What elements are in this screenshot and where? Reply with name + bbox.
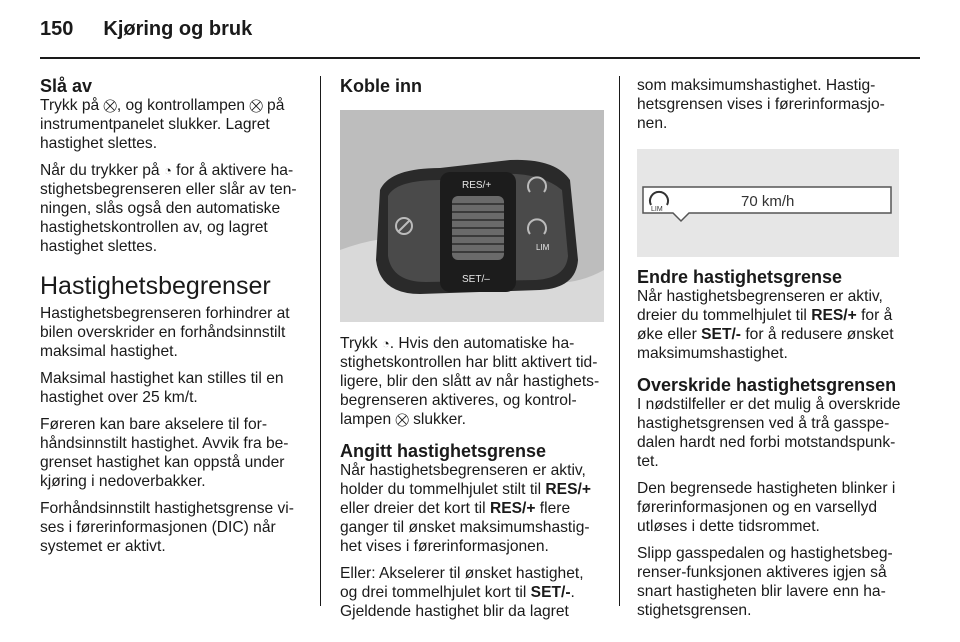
paragraph: Hastighetsbegrenseren forhindrer at bilen overskrider en forhåndsinnstilt maksimal hastighet. bbox=[40, 305, 290, 360]
column-1 bbox=[40, 76, 304, 564]
limiter-off-icon: ⛒ bbox=[395, 412, 409, 427]
heading-on: Koble inn bbox=[340, 76, 422, 96]
paragraph: Når hastighetsbegrenseren er aktiv, dreier du tommelhjulet til RES/+ for å øke eller SET/- for å redusere ønsket maksimumshastighet. bbox=[637, 288, 894, 362]
paragraph: Den begrensede hastigheten blinker i førerinformasjonen og en varsellyd utløses i dette tidsrommet. bbox=[637, 480, 896, 535]
limiter-off-icon: ⛒ bbox=[249, 98, 263, 113]
heading-off: Slå av bbox=[40, 76, 93, 96]
lim-label: LIM bbox=[536, 243, 550, 252]
page-number: 150 bbox=[40, 18, 74, 40]
section-heading: Hastighetsbegrenser bbox=[40, 272, 271, 300]
limiter-icon: ◔ bbox=[381, 336, 390, 351]
paragraph: Slipp gasspedalen og hastighetsbeg-renser-funksjonen aktiveres igjen så snart hastigheten blir lavere enn ha-stighetsgrensen. bbox=[637, 545, 893, 619]
heading-change-limit: Endre hastighetsgrense bbox=[637, 267, 843, 287]
set-label: SET/– bbox=[462, 274, 490, 285]
column-3 bbox=[637, 76, 903, 628]
column-2 bbox=[340, 76, 604, 629]
limiter-icon: ◔ bbox=[163, 163, 172, 178]
paragraph: Trykk ◔. Hvis den automatiske ha-stighetskontrollen har blitt aktivert tid-ligere, blir den slått av når hastighets-begrenseren aktiveres, og kontrol-lampen ⛒ slukker. bbox=[340, 335, 600, 428]
paragraph: Eller: Akselerer til ønsket hastighet, og drei tommelhjulet kort til SET/-. Gjeldende hastighet blir da lagret bbox=[340, 565, 584, 620]
paragraph: Forhåndsinnstilt hastighetsgrense vi-ses i førerinformasjonen (DIC) når systemet er aktivt. bbox=[40, 500, 294, 555]
dic-lim-label: LIM bbox=[651, 206, 663, 213]
paragraph: som maksimumshastighet. Hastig-hetsgrensen vises i førerinformasjo-nen. bbox=[637, 77, 885, 132]
paragraph: Maksimal hastighet kan stilles til en hastighet over 25 km/t. bbox=[40, 370, 284, 406]
limiter-off-icon: ⛒ bbox=[103, 98, 117, 113]
paragraph: I nødstilfeller er det mulig å overskride hastighetsgrensen ved å trå gasspe-dalen hardt ned forbi motstandspunk-tet. bbox=[637, 396, 901, 470]
paragraph: Trykk på ⛒, og kontrollampen ⛒ på instrumentpanelet slukker. Lagret hastighet slettes. bbox=[40, 97, 285, 152]
paragraph: Når hastighetsbegrenseren er aktiv, holder du tommelhjulet stilt til RES/+ eller dreier det kort til RES/+ flere ganger til ønsket maksimumshastig-het vises i førerinformasjonen. bbox=[340, 462, 591, 555]
steering-wheel-controls-image bbox=[340, 110, 604, 322]
paragraph: Når du trykker på ◔ for å aktivere ha-stighetsbegrenseren eller slår av ten-ningen, slås også den automatiske hastighetskontrollen av, og lagret hastighet slettes. bbox=[40, 162, 297, 255]
header-rule bbox=[40, 57, 920, 59]
dic-display-image bbox=[637, 149, 899, 257]
paragraph: Føreren kan bare akselere til for-håndsinnstilt hastighet. Avvik fra be-grenset hastighet kan oppstå under kjøring i nedoverbakker. bbox=[40, 416, 289, 490]
dic-speed: 70 km/h bbox=[741, 193, 795, 210]
res-label: RES/+ bbox=[462, 180, 492, 191]
heading-set-limit: Angitt hastighetsgrense bbox=[340, 441, 547, 461]
column-divider bbox=[320, 76, 321, 606]
page-header bbox=[40, 18, 252, 41]
heading-exceed-limit: Overskride hastighetsgrensen bbox=[637, 375, 897, 395]
column-divider bbox=[619, 76, 620, 606]
page-title: Kjøring og bruk bbox=[103, 18, 253, 40]
